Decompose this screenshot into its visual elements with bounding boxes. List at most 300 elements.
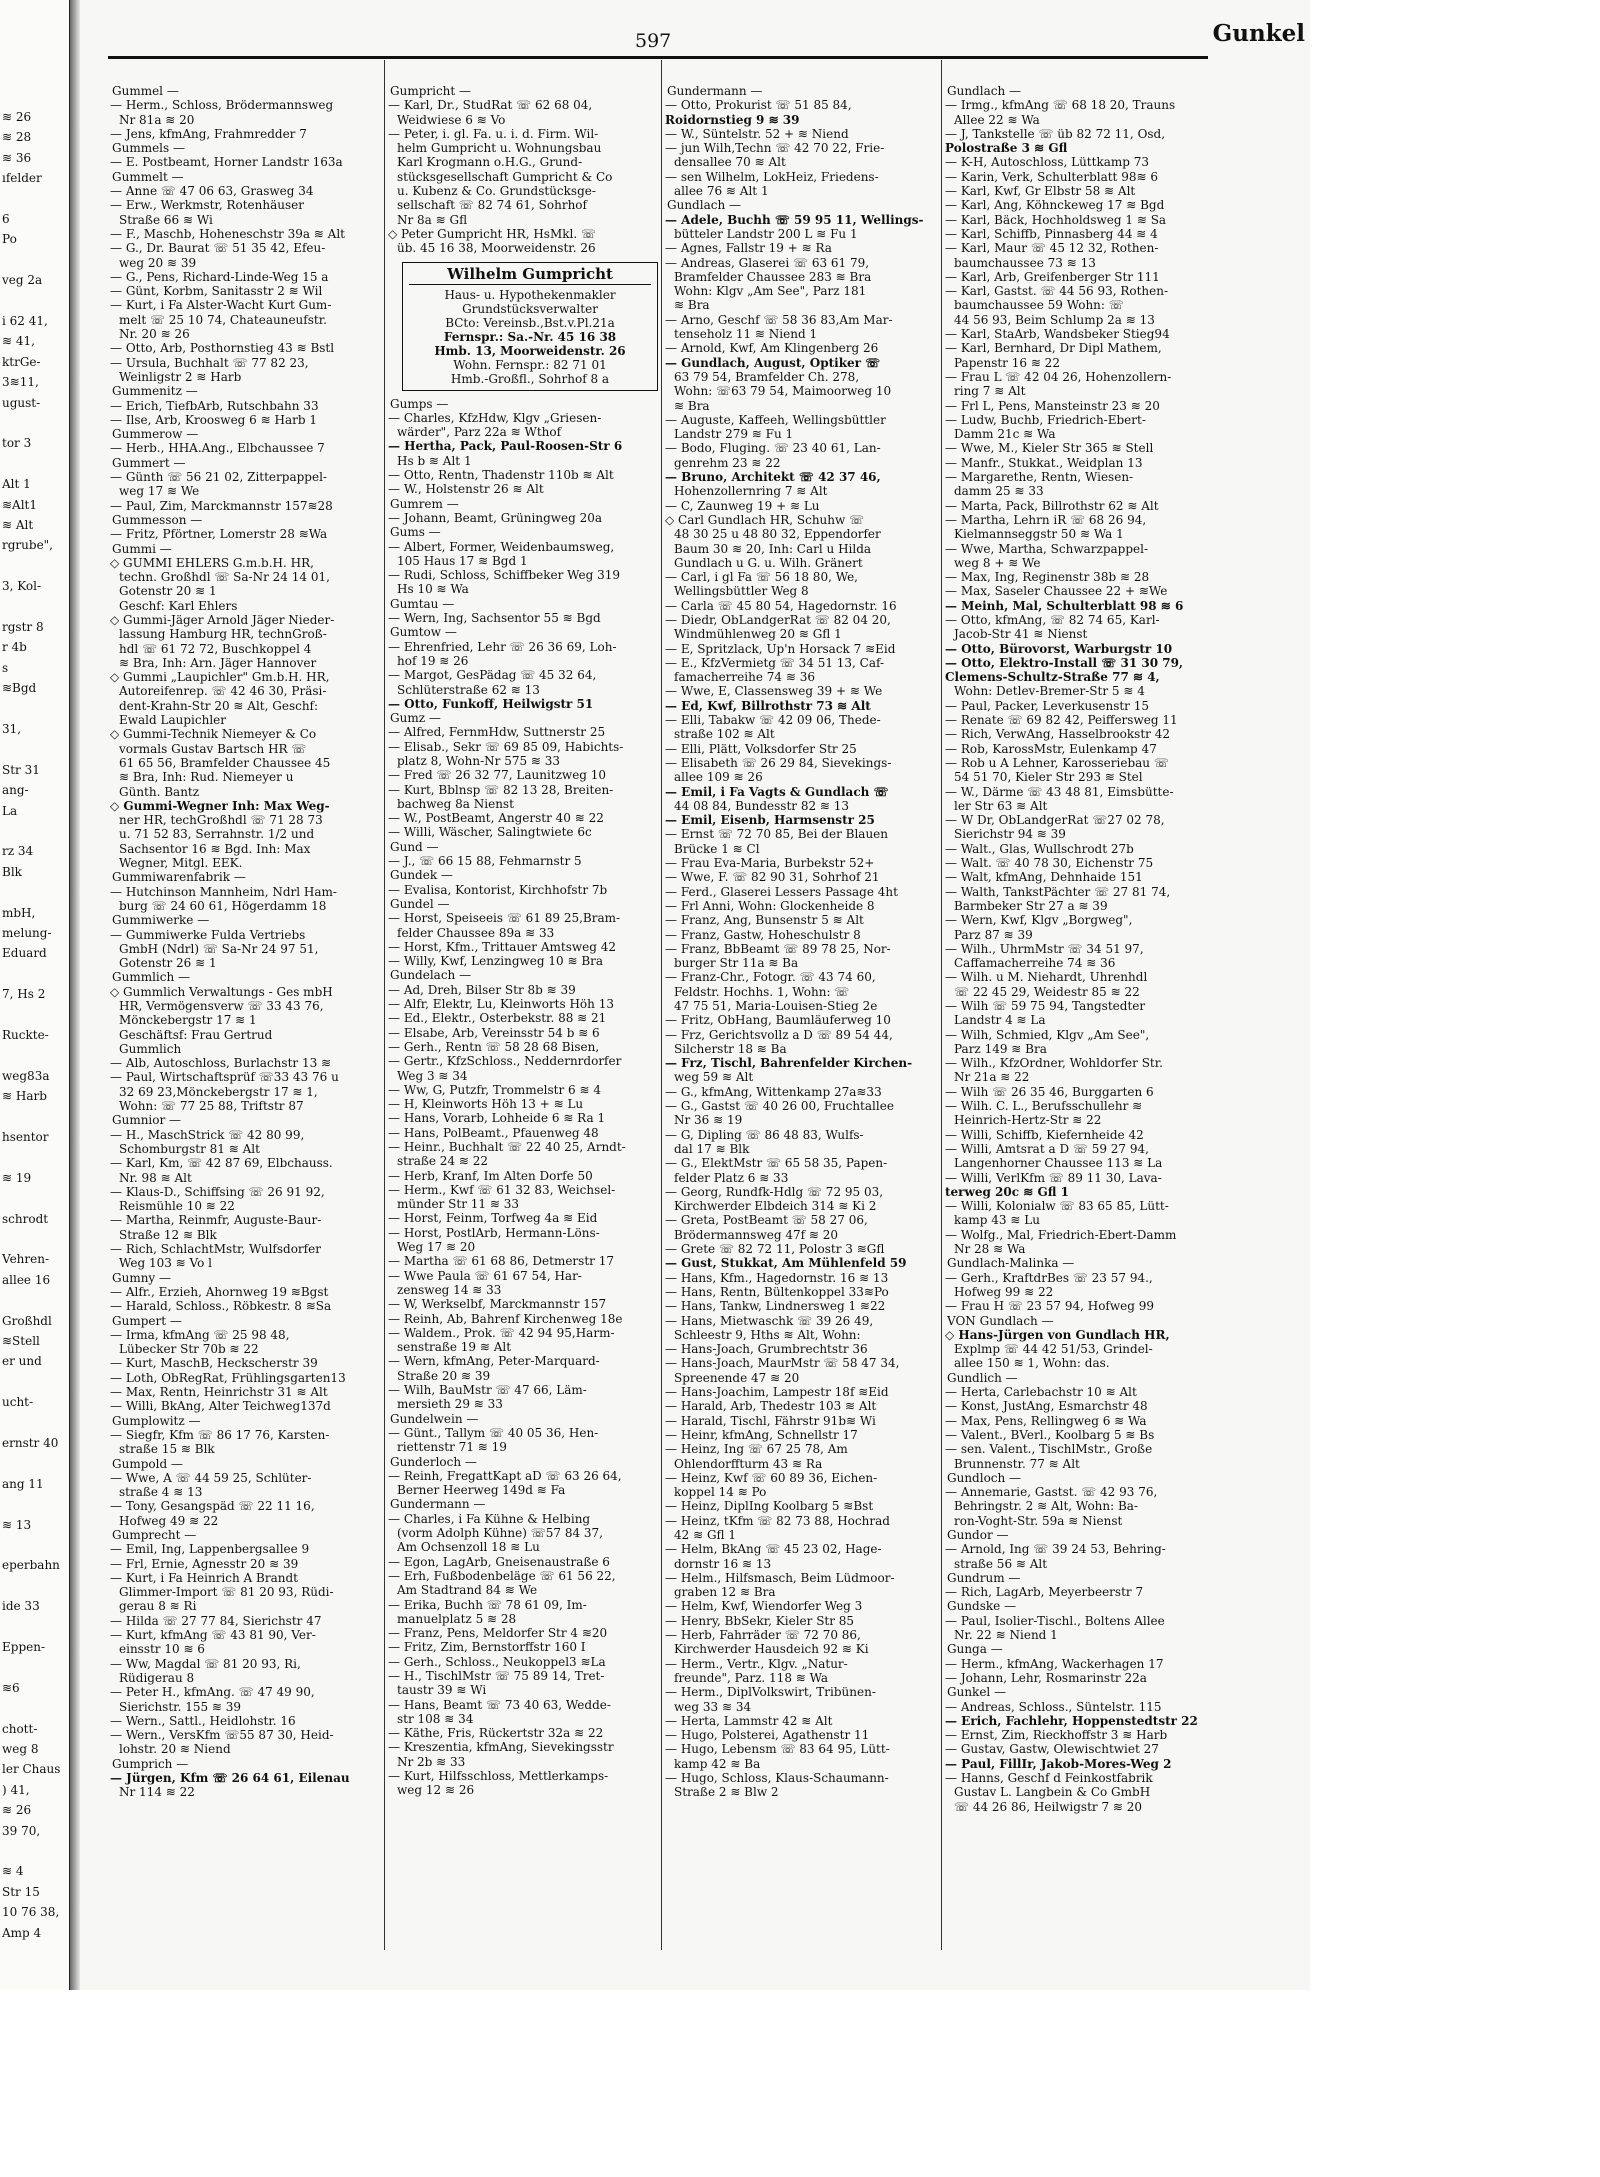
edge-fragment: mbH,: [2, 905, 36, 920]
directory-entry: Nr 114 ≋ 22: [119, 1785, 195, 1800]
directory-entry: — Ed, Kwf, Billrothstr 73 ≋ Alt: [665, 698, 871, 713]
directory-entry: (vorm Adolph Kühne) ☏57 84 37,: [397, 1526, 603, 1541]
directory-entry: — Gummiwerke Fulda Vertriebs: [110, 927, 306, 942]
directory-entry: Barmbeker Str 27 a ≋ 39: [954, 898, 1108, 913]
directory-entry: — Hans, Rentn, Bültenkoppel 33≋Po: [665, 1284, 889, 1299]
directory-entry: Explmp ☏ 44 42 51/53, Grindel-: [954, 1342, 1153, 1357]
directory-entry: Polostraße 3 ≋ Gfl: [945, 141, 1068, 156]
directory-entry: — Horst, Feinm, Torfweg 4a ≋ Eid: [388, 1211, 598, 1226]
directory-entry: Weg 17 ≋ 20: [397, 1240, 476, 1255]
directory-entry: — Helm, BkAng ☏ 45 23 02, Hage-: [665, 1542, 882, 1557]
directory-entry: GmbH (Ndrl) ☏ Sa-Nr 24 97 51,: [119, 941, 319, 956]
directory-column-2: [388, 84, 658, 1798]
directory-entry: Nr. 22 ≋ Niend 1: [954, 1628, 1058, 1643]
directory-entry: Ewald Laupichler: [119, 713, 227, 728]
directory-entry: ◇ Hans-Jürgen von Gundlach HR,: [945, 1327, 1170, 1342]
directory-entry: Brödermannsweg 47f ≋ 20: [674, 1227, 838, 1242]
surname-heading: Gundelach —: [390, 968, 472, 983]
directory-entry: — Karl, Maur ☏ 45 12 32, Rothen-: [945, 241, 1159, 256]
directory-entry: — Hugo, Polsterei, Agathenstr 11: [665, 1728, 870, 1743]
directory-entry: — Ernst, Zim, Rieckhoffstr 3 ≋ Harb: [945, 1728, 1168, 1743]
directory-entry: — Meinh, Mal, Schulterblatt 98 ≋ 6: [945, 598, 1184, 613]
edge-fragment: La: [2, 803, 18, 818]
business-advertisement: [402, 262, 658, 391]
directory-entry: dal 17 ≋ Blk: [674, 1141, 750, 1156]
directory-entry: — Gundlach, August, Optiker ☏: [665, 355, 881, 370]
edge-fragment: 7, Hs 2: [2, 987, 46, 1002]
edge-fragment: 3≋11,: [2, 375, 39, 390]
edge-fragment: ≋ 13: [2, 1517, 32, 1532]
directory-entry: — Frau Eva-Maria, Burbekstr 52+: [665, 856, 875, 871]
directory-entry: dent-Krahn-Str 20 ≋ Alt, Geschf:: [119, 698, 319, 713]
directory-entry: kamp 42 ≋ Ba: [674, 1756, 761, 1771]
directory-entry: — Franz, Gastw, Hoheschulstr 8: [665, 927, 861, 942]
directory-entry: — Kurt, i Fa Alster-Wacht Kurt Gum-: [110, 298, 332, 313]
directory-entry: Schlüterstraße 62 ≋ 13: [397, 682, 540, 697]
directory-entry: Feldstr. Hochhs. 1, Wohn: ☏: [674, 984, 850, 999]
directory-entry: — Hugo, Lebensm ☏ 83 64 95, Lütt-: [665, 1742, 890, 1757]
edge-fragment: rgstr 8: [2, 620, 44, 634]
directory-entry: Lübecker Str 70b ≋ 22: [119, 1342, 259, 1357]
edge-fragment: ≋ 28: [2, 130, 32, 145]
directory-entry: — Franz, BbBeamt ☏ 89 78 25, Nor-: [665, 941, 891, 956]
directory-entry: Hs 10 ≋ Wa: [397, 582, 469, 597]
directory-entry: Kirchwerder Elbdeich 314 ≋ Ki 2: [674, 1199, 877, 1214]
directory-entry: — Kurt, Bblnsp ☏ 82 13 28, Breiten-: [388, 782, 614, 797]
directory-entry: — Harald, Schloss., Röbkestr. 8 ≋Sa: [110, 1299, 332, 1314]
directory-entry: — Ad, Dreh, Bilser Str 8b ≋ 39: [388, 982, 576, 997]
directory-entry: Gustav L. Langbein & Co GmbH: [954, 1785, 1151, 1800]
directory-entry: Kielmannseggstr 50 ≋ Wa 1: [954, 527, 1124, 542]
directory-entry: Wohn: Klgv „Am See", Parz 181: [674, 284, 867, 299]
directory-entry: Wohn: ☏63 79 54, Maimoorweg 10: [674, 384, 892, 399]
directory-entry: Gummlich: [119, 1041, 182, 1056]
directory-entry: Straße 66 ≋ Wi: [119, 212, 213, 227]
directory-entry: — Karl, Kwf, Gr Elbstr 58 ≋ Alt: [945, 184, 1136, 199]
directory-entry: — Walt., Glas, Wullschrodt 27b: [945, 841, 1134, 856]
column-divider: [941, 60, 942, 1950]
directory-entry: — Wwe, E, Classensweg 39 + ≋ We: [665, 684, 883, 699]
surname-heading: Gummelt —: [112, 169, 184, 184]
directory-entry: weg 20 ≋ 39: [119, 255, 197, 270]
directory-entry: — Wilh. C. L., Berufsschullehr ≋: [945, 1099, 1143, 1114]
directory-entry: — Horst, Speiseeis ☏ 61 89 25,Bram-: [388, 911, 621, 926]
directory-entry: — J, Tankstelle ☏ üb 82 72 11, Osd,: [945, 126, 1166, 141]
directory-entry: — Reinh, FregattKapt aD ☏ 63 26 64,: [388, 1468, 622, 1483]
edge-fragment: ler Chaus: [2, 1762, 61, 1777]
directory-entry: helm Gumpricht u. Wohnungsbau: [397, 141, 602, 156]
directory-entry: — Paul, FillIr, Jakob-Mores-Weg 2: [945, 1756, 1172, 1771]
directory-entry: — Otto, Arb, Posthornstieg 43 ≋ Bstl: [110, 341, 335, 356]
directory-entry: — Rich, LagArb, Meyerbeerstr 7: [945, 1585, 1144, 1600]
directory-entry: — H., MaschStrick ☏ 42 80 99,: [110, 1127, 305, 1142]
directory-entry: — Emil, Eisenb, Harmsenstr 25: [665, 813, 875, 828]
directory-entry: — Herm., Schloss, Brödermannsweg: [110, 98, 334, 113]
directory-entry: Weg 103 ≋ Vo l: [119, 1256, 212, 1271]
directory-entry: — Arnold, Kwf, Am Klingenberg 26: [665, 341, 879, 356]
directory-entry: Behringstr. 2 ≋ Alt, Wohn: Ba-: [954, 1499, 1139, 1514]
directory-entry: — Heinz, Ing ☏ 67 25 78, Am: [665, 1442, 848, 1457]
directory-entry: — Hans, Kfm., Hagedornstr. 16 ≋ 13: [665, 1270, 889, 1285]
directory-entry: — Tony, Gesangspäd ☏ 22 11 16,: [110, 1499, 315, 1514]
directory-entry: — Herb, Fahrräder ☏ 72 70 86,: [665, 1628, 861, 1643]
edge-fragment: Blk: [2, 864, 22, 879]
directory-entry: — Herm., DiplVolkswirt, Tribünen-: [665, 1685, 876, 1700]
directory-entry: — K-H, Autoschloss, Lüttkamp 73: [945, 155, 1150, 170]
directory-entry: — Rudi, Schloss, Schiffbeker Weg 319: [388, 568, 621, 583]
edge-fragment: ≋Stell: [2, 1334, 40, 1348]
directory-entry: — Willi, BkAng, Alter Teichweg137d: [110, 1399, 331, 1414]
directory-entry: ring 7 ≋ Alt: [954, 384, 1026, 399]
directory-entry: — Hilda ☏ 27 77 84, Sierichstr 47: [110, 1613, 322, 1628]
directory-entry: einsstr 10 ≋ 6: [119, 1642, 205, 1657]
directory-entry: — Willi, Amtsrat a D ☏ 59 27 94,: [945, 1141, 1149, 1156]
directory-entry: Nr 81a ≋ 20: [119, 112, 195, 127]
directory-entry: dornstr 16 ≋ 13: [674, 1556, 772, 1571]
directory-entry: — Andreas, Schloss., Süntelstr. 115: [945, 1699, 1162, 1714]
edge-fragment: melung-: [2, 926, 52, 940]
directory-entry: Berner Heerweg 149d ≋ Fa: [397, 1483, 566, 1498]
directory-entry: — Herm., kfmAng, Wackerhagen 17: [945, 1656, 1164, 1671]
directory-entry: — Charles, i Fa Kühne & Helbing: [388, 1511, 591, 1526]
directory-entry: — Marta, Pack, Billrothstr 62 ≋ Alt: [945, 498, 1159, 513]
directory-entry: — Helm, Kwf, Wiendorfer Weg 3: [665, 1599, 863, 1614]
surname-heading: Gummesson —: [112, 512, 203, 527]
directory-entry: Allee 22 ≋ Wa: [954, 112, 1040, 127]
directory-entry: — Karl, Gastst. ☏ 44 56 93, Rothen-: [945, 284, 1169, 299]
directory-entry: — Hans-Joach, MaurMstr ☏ 58 47 34,: [665, 1356, 900, 1371]
directory-entry: — Bruno, Architekt ☏ 42 37 46,: [665, 470, 881, 485]
ad-line3: BCto: Vereinsb.,Bst.v.Pl.21a: [445, 315, 615, 330]
directory-entry: — Horst, Kfm., Trittauer Amtsweg 42: [388, 939, 616, 954]
directory-entry: — Fred ☏ 26 32 77, Launitzweg 10: [388, 768, 607, 783]
directory-entry: — W Dr, ObLandgerRat ☏27 02 78,: [945, 813, 1165, 828]
directory-entry: ◇ Gummi-Jäger Arnold Jäger Nieder-: [110, 612, 335, 627]
directory-entry: Langenhorner Chaussee 113 ≋ La: [954, 1156, 1163, 1171]
ad-line2: Grundstücksverwalter: [462, 301, 598, 316]
surname-heading: Gumrem —: [390, 496, 459, 511]
directory-entry: — Karl, Km, ☏ 42 87 69, Elbchauss.: [110, 1156, 333, 1171]
directory-entry: — Peter, i. gl. Fa. u. i. d. Firm. Wil-: [388, 126, 599, 141]
directory-entry: Straße 12 ≋ Blk: [119, 1227, 217, 1242]
directory-entry: — Frl L, Pens, Mansteinstr 23 ≋ 20: [945, 398, 1160, 413]
directory-entry: — Otto, kfmAng, ☏ 82 74 65, Karl-: [945, 612, 1160, 627]
directory-entry: — Jürgen, Kfm ☏ 26 64 61, Eilenau: [110, 1771, 350, 1786]
directory-entry: Hs b ≋ Alt 1: [397, 453, 472, 468]
directory-entry: techn. Großhdl ☏ Sa-Nr 24 14 01,: [119, 570, 330, 585]
directory-entry: — C, Zaunweg 19 + ≋ Lu: [665, 498, 820, 513]
directory-column-4: [945, 84, 1207, 1814]
surname-heading: Gundlich —: [947, 1370, 1018, 1385]
directory-entry: Wegner, Mitgl. EEK.: [119, 856, 243, 871]
directory-entry: — sen. Valent., TischlMstr., Große: [945, 1442, 1153, 1457]
directory-entry: — Wilh ☏ 59 75 94, Tangstedter: [945, 999, 1146, 1013]
edge-fragment: 3, Kol-: [2, 579, 42, 594]
directory-entry: Nr 28 ≋ Wa: [954, 1242, 1026, 1257]
directory-entry: Günth. Bantz: [119, 784, 200, 799]
directory-entry: — Hans-Joach, Grumbrechtstr 36: [665, 1342, 868, 1357]
surname-heading: Gummert —: [112, 455, 186, 470]
directory-entry: — Wern., VersKfm ☏55 87 30, Heid-: [110, 1728, 334, 1743]
directory-entry: Sierichstr. 155 ≋ 39: [119, 1699, 242, 1714]
directory-entry: ◇ Peter Gumpricht HR, HsMkl. ☏: [388, 226, 596, 241]
directory-entry: Hofweg 99 ≋ 22: [954, 1284, 1054, 1299]
directory-entry: — Annemarie, Gastst. ☏ 42 93 76,: [945, 1485, 1158, 1500]
directory-entry: — Carla ☏ 45 80 54, Hagedornstr. 16: [665, 598, 897, 613]
directory-entry: Windmühlenweg 20 ≋ Gfl 1: [674, 627, 842, 642]
directory-entry: — Gertr., KfzSchloss., Neddernrdorfer: [388, 1054, 622, 1069]
directory-entry: straße 56 ≋ Alt: [954, 1556, 1048, 1571]
directory-entry: — Johann, Beamt, Grüningweg 20a: [388, 510, 603, 525]
directory-entry: Caffamacherreihe 74 ≋ 36: [954, 956, 1116, 971]
directory-entry: — Paul, Packer, Leverkusenstr 15: [945, 698, 1150, 713]
directory-entry: — Bodo, Fluging. ☏ 23 40 61, Lan-: [665, 441, 881, 456]
directory-entry: — Peter H., kfmAng. ☏ 47 49 90,: [110, 1685, 315, 1700]
surname-heading: Gummlich —: [112, 970, 191, 985]
directory-entry: Baum 30 ≋ 20, Inh: Carl u Hilda: [674, 541, 872, 556]
directory-entry: — Wern, kfmAng, Peter-Marquard-: [388, 1354, 600, 1369]
directory-entry: — Evalisa, Kontorist, Kirchhofstr 7b: [388, 882, 608, 897]
edge-fragment: Großhdl: [2, 1313, 52, 1328]
directory-entry: Am Stadtrand 84 ≋ We: [397, 1583, 538, 1598]
directory-entry: — Wilh ☏ 26 35 46, Burggarten 6: [945, 1084, 1154, 1099]
directory-entry: — Rich, VerwAng, Hasselbrookstr 42: [945, 727, 1170, 742]
directory-entry: — Georg, Rundfk-Hdlg ☏ 72 95 03,: [665, 1184, 884, 1199]
directory-entry: Glimmer-Import ☏ 81 20 93, Rüdi-: [119, 1585, 334, 1600]
directory-entry: — Alfr, Elektr, Lu, Kleinworts Höh 13: [388, 997, 614, 1012]
edge-fragment: ≋6: [2, 1680, 20, 1695]
directory-entry: — Otto, Elektro-Install ☏ 31 30 79,: [945, 655, 1184, 670]
directory-entry: — Hans, Tankw, Lindnersweg 1 ≋22: [665, 1299, 886, 1314]
directory-entry: — Herm., Kwf ☏ 61 32 83, Weichsel-: [388, 1182, 616, 1197]
directory-entry: Autoreifenrep. ☏ 42 46 30, Präsi-: [119, 684, 327, 699]
edge-fragment: ıfelder: [2, 171, 42, 186]
directory-entry: allee 76 ≋ Alt 1: [674, 184, 769, 199]
directory-entry: 48 30 25 u 48 80 32, Eppendorfer: [674, 527, 881, 542]
edge-fragment: Eppen-: [2, 1640, 46, 1654]
directory-entry: ◇ Gummi-Technik Niemeyer & Co: [110, 727, 317, 742]
directory-entry: — Karl, Arb, Greifenberger Str 111: [945, 269, 1160, 284]
surname-heading: Gundermann —: [390, 1497, 486, 1512]
directory-entry: tenseholz 11 ≋ Niend 1: [674, 327, 818, 342]
directory-entry: Papenstr 16 ≋ 22: [954, 355, 1060, 370]
directory-entry: — Jens, kfmAng, Frahmredder 7: [110, 126, 307, 141]
directory-entry: — Franz, Pens, Meldorfer Str 4 ≋20: [388, 1626, 608, 1641]
header-rule: [108, 56, 1208, 59]
directory-entry: — Arnold, Ing ☏ 39 24 53, Behring-: [945, 1542, 1166, 1557]
directory-entry: ≋ Bra: [674, 398, 710, 413]
directory-entry: bütteler Landstr 200 L ≋ Fu 1: [674, 226, 858, 241]
directory-entry: genrehm 23 ≋ 22: [674, 455, 781, 470]
directory-entry: Mönckebergstr 17 ≋ 1: [119, 1013, 257, 1028]
directory-entry: — Ilse, Arb, Kroosweg 6 ≋ Harb 1: [110, 412, 317, 427]
edge-fragment: Amp 4: [2, 1925, 42, 1940]
directory-entry: — Karl, Bäck, Hochholdsweg 1 ≋ Sa: [945, 212, 1167, 227]
directory-entry: — Horst, PostlArb, Hermann-Löns-: [388, 1225, 600, 1240]
directory-entry: — Hans-Joachim, Lampestr 18f ≋Eid: [665, 1385, 889, 1400]
edge-fragment: Str 31: [2, 762, 40, 777]
directory-entry: Heinrich-Hertz-Str ≋ 22: [954, 1113, 1102, 1128]
directory-entry: — Karl, Schiffb, Pinnasberg 44 ≋ 4: [945, 226, 1158, 241]
directory-entry: — Alfred, FernmHdw, Suttnerstr 25: [388, 725, 606, 740]
directory-entry: — Karl, Bernhard, Dr Dipl Mathem,: [945, 341, 1162, 356]
directory-entry: Schleestr 9, Hths ≋ Alt, Wohn:: [674, 1327, 861, 1342]
directory-entry: — Erika, Buchh ☏ 78 61 09, Im-: [388, 1597, 587, 1612]
directory-entry: riettenstr 71 ≋ 19: [397, 1440, 507, 1455]
directory-entry: — Harald, Tischl, Fährstr 91b≋ Wi: [665, 1413, 876, 1428]
surname-heading: Gund —: [390, 839, 439, 854]
edge-fragment: ktrGe-: [2, 354, 41, 369]
directory-entry: — Willy, Kwf, Lenzingweg 10 ≋ Bra: [388, 954, 604, 969]
ad-line6: Wohn. Fernspr.: 82 71 01: [453, 357, 607, 372]
directory-entry: ☏ 44 26 86, Heilwigstr 7 ≋ 20: [954, 1799, 1143, 1814]
edge-fragment: ≋ 19: [2, 1170, 32, 1185]
edge-fragment: ide 33: [2, 1599, 40, 1614]
directory-entry: — sen Wilhelm, LokHeiz, Friedens-: [665, 169, 879, 184]
edge-fragment: ) 41,: [2, 1782, 30, 1797]
directory-entry: — Hanns, Geschf d Feinkostfabrik: [945, 1771, 1153, 1786]
directory-entry: — Karin, Verk, Schulterblatt 98≋ 6: [945, 169, 1158, 184]
edge-fragment: ≋ 26: [2, 1803, 32, 1818]
directory-entry: — Andreas, Glaserei ☏ 63 61 79,: [665, 255, 870, 270]
directory-entry: freunde", Parz. 118 ≋ Wa: [674, 1670, 829, 1685]
directory-entry: Parz 87 ≋ 39: [954, 927, 1033, 942]
directory-entry: stücksgesellschaft Gumpricht & Co: [397, 169, 613, 184]
directory-entry: — H, Kleinworts Höh 13 + ≋ Lu: [388, 1097, 584, 1112]
directory-entry: — Albert, Former, Weidenbaumsweg,: [388, 539, 615, 554]
directory-entry: — G., Gastst ☏ 40 26 00, Fruchtallee: [665, 1099, 894, 1114]
surname-heading: Gundelwein —: [390, 1411, 479, 1426]
edge-fragment: 39 70,: [2, 1823, 41, 1838]
directory-entry: manuelplatz 5 ≋ 28: [397, 1611, 517, 1626]
directory-entry: Landstr 4 ≋ La: [954, 1013, 1046, 1028]
surname-heading: Gumprich —: [112, 1756, 189, 1771]
directory-entry: Landstr 279 ≋ Fu 1: [674, 427, 794, 442]
surname-heading: Gumz —: [390, 711, 441, 726]
directory-entry: — jun Wilh,Techn ☏ 42 70 22, Frie-: [665, 141, 885, 156]
directory-entry: — Heinz, DiplIng Koolbarg 5 ≋Bst: [665, 1499, 874, 1514]
directory-entry: ◇ Gummi-Wegner Inh: Max Weg-: [110, 798, 330, 813]
surname-heading: Gummerow —: [112, 427, 199, 442]
directory-entry: — E, Spritzlack, Up'n Horsack 7 ≋Eid: [665, 641, 896, 656]
directory-entry: — H., TischlMstr ☏ 75 89 14, Tret-: [388, 1668, 605, 1683]
surname-heading: Gummels —: [112, 141, 185, 156]
directory-entry: — Martha ☏ 61 68 86, Detmerstr 17: [388, 1254, 614, 1269]
directory-entry: weg 17 ≋ We: [119, 484, 200, 499]
directory-entry: — Gustav, Gastw, Olewischtwiet 27: [945, 1742, 1159, 1757]
surname-heading: Gumny —: [112, 1270, 172, 1285]
surname-heading: Gumnior —: [112, 1113, 182, 1128]
directory-entry: 47 75 51, Maria-Louisen-Stieg 2e: [674, 999, 878, 1013]
surname-heading: VON Gundlach —: [947, 1313, 1054, 1328]
directory-entry: — W., Därme ☏ 43 48 81, Eimsbütte-: [945, 784, 1174, 799]
surname-heading: Gundek —: [390, 868, 453, 883]
directory-entry: — Fritz, Zim, Bernstorffstr 160 I: [388, 1640, 586, 1655]
page-number: 597: [635, 30, 672, 52]
directory-entry: gerau 8 ≋ Ri: [119, 1599, 197, 1614]
edge-fragment: ≋ 41,: [2, 334, 35, 349]
directory-entry: — J., ☏ 66 15 88, Fehmarnstr 5: [388, 854, 582, 869]
directory-entry: Rüdigerau 8: [119, 1670, 195, 1685]
directory-entry: — Elisabeth ☏ 26 29 84, Sievekings-: [665, 755, 892, 770]
directory-entry: — Erh, Fußbodenbeläge ☏ 61 56 22,: [388, 1568, 616, 1583]
directory-entry: — Elisab., Sekr ☏ 69 85 09, Habichts-: [388, 739, 624, 754]
surname-heading: Gundlach —: [947, 84, 1021, 98]
directory-entry: — Fritz, Pförtner, Lomerstr 28 ≋Wa: [110, 527, 328, 542]
directory-entry: — Paul, Zim, Marckmannstr 157≋28: [110, 498, 333, 513]
directory-entry: — Frau H ☏ 23 57 94, Hofweg 99: [945, 1299, 1155, 1314]
previous-page-edge: [0, 0, 70, 1990]
directory-entry: Bramfelder Chaussee 283 ≋ Bra: [674, 269, 872, 284]
directory-entry: — Henry, BbSekr, Kieler Str 85: [665, 1613, 855, 1628]
directory-entry: — Günth ☏ 56 21 02, Zitterpappel-: [110, 470, 327, 485]
surname-heading: Gundermann —: [667, 84, 763, 98]
directory-entry: — Otto, Bürovorst, Warburgstr 10: [945, 641, 1173, 656]
directory-entry: Silcherstr 18 ≋ Ba: [674, 1041, 787, 1056]
directory-entry: — G., ElektMstr ☏ 65 58 35, Papen-: [665, 1156, 888, 1171]
edge-fragment: hsentor: [2, 1130, 49, 1144]
directory-entry: — G, Dipling ☏ 86 48 83, Wulfs-: [665, 1127, 864, 1142]
directory-entry: — W., Holstenstr 26 ≋ Alt: [388, 482, 544, 497]
directory-entry: ☏ 22 45 29, Weidestr 85 ≋ 22: [954, 984, 1140, 999]
directory-entry: — Margarethe, Rentn, Wiesen-: [945, 470, 1134, 485]
directory-entry: — Erich, TiefbArb, Rutschbahn 33: [110, 398, 319, 413]
directory-entry: — Waldem., Prok. ☏ 42 94 95,Harm-: [388, 1325, 615, 1340]
edge-fragment: allee 16: [2, 1272, 51, 1287]
edge-fragment: eperbahn: [2, 1558, 60, 1573]
directory-entry: — Hans, Mietwaschk ☏ 39 26 49,: [665, 1313, 874, 1328]
directory-entry: — Irma, kfmAng ☏ 25 98 48,: [110, 1327, 290, 1342]
directory-entry: densallee 70 ≋ Alt: [674, 155, 786, 170]
directory-entry: — Rob, KarossMstr, Eulenkamp 47: [945, 741, 1157, 756]
directory-entry: Gotenstr 26 ≋ 1: [119, 956, 217, 971]
edge-fragment: Alt 1: [2, 477, 31, 492]
directory-entry: — Ed., Elektr., Osterbekstr. 88 ≋ 21: [388, 1011, 607, 1026]
directory-entry: Schomburgstr 81 ≋ Alt: [119, 1141, 260, 1156]
directory-entry: — Erich, Fachlehr, Hoppenstedtstr 22: [945, 1713, 1198, 1728]
directory-entry: — Frau L ☏ 42 04 26, Hohenzollern-: [945, 369, 1172, 384]
surname-heading: Gundlach-Malinka —: [947, 1256, 1075, 1271]
directory-entry: Gundlach u G. u. Wilh. Gränert: [674, 555, 863, 570]
directory-entry: — Gerh., KraftdrBes ☏ 23 57 94.,: [945, 1270, 1153, 1285]
surname-heading: Gumplowitz —: [112, 1413, 201, 1428]
directory-entry: felder Platz 6 ≋ 33: [674, 1170, 789, 1185]
directory-entry: — Franz, Ang, Bunsenstr 5 ≋ Alt: [665, 913, 864, 928]
edge-fragment: schrodt: [2, 1211, 49, 1226]
surname-heading: Gums —: [390, 525, 441, 540]
directory-entry: Weg 3 ≋ 34: [397, 1068, 468, 1083]
directory-entry: — Käthe, Fris, Rückertstr 32a ≋ 22: [388, 1726, 604, 1741]
directory-entry: 54 51 70, Kieler Str 293 ≋ Stel: [954, 770, 1143, 785]
directory-entry: — Wwe, A ☏ 44 59 25, Schlüter-: [110, 1470, 312, 1485]
directory-entry: — Otto, Prokurist ☏ 51 85 84,: [665, 98, 852, 113]
directory-entry: Brunnenstr. 77 ≋ Alt: [954, 1456, 1080, 1471]
edge-fragment: ≋Bgd: [2, 681, 37, 696]
directory-entry: Nr 36 ≋ 19: [674, 1113, 743, 1128]
directory-entry: Sachsentor 16 ≋ Bgd. Inh: Max: [119, 841, 311, 856]
directory-entry: straße 102 ≋ Alt: [674, 727, 775, 742]
directory-entry: — E. Postbeamt, Horner Landstr 163a: [110, 155, 343, 170]
surname-heading: Gummel —: [112, 84, 179, 98]
directory-column-1: [110, 84, 382, 1800]
surname-heading: Gundel —: [390, 896, 450, 911]
ad-line7: Hmb.-Großfl., Sohrhof 8 a: [450, 371, 610, 386]
directory-entry: — Greta, PostBeamt ☏ 58 27 06,: [665, 1213, 868, 1228]
directory-entry: ≋ Bra, Inh: Arn. Jäger Hannover: [119, 655, 317, 670]
directory-entry: — Kurt, i Fa Heinrich A Brandt: [110, 1570, 298, 1585]
directory-entry: 63 79 54, Bramfelder Ch. 278,: [674, 369, 860, 384]
directory-entry: ◇ Gummlich Verwaltungs - Ges mbH: [110, 984, 333, 999]
